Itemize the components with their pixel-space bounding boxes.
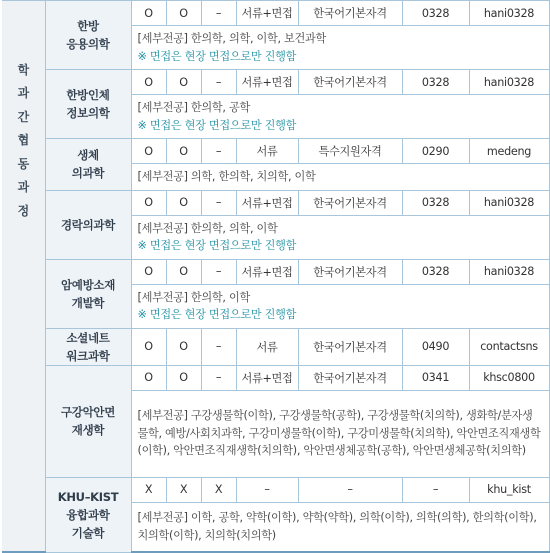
interview-note: ※ 면접은 현장 면접으로만 진행함 [137,49,297,63]
program-name-line: 한방인체 [66,88,110,102]
detail-text: [세부전공] 한의학, 공학 [137,101,250,114]
program-detail [131,215,549,259]
cell-c7: contactsns [469,328,549,365]
program-name-line: 소셜네트 [66,330,110,345]
cell-c3: – [201,259,236,284]
cell-c1: X [131,477,166,502]
program-name [45,365,131,477]
cell-c7: hani0328 [469,70,549,95]
interview-note: ※ 면접은 현장 면접으로만 진행함 [137,239,297,252]
program-name-line: 기술학 [71,525,105,540]
program-row [2,1,549,26]
cell-c4: 서류+면접 [236,259,298,284]
program-table [2,0,550,553]
program-name [45,1,131,70]
program-row [2,328,549,365]
cell-c2: X [166,477,201,502]
detail-text: [세부전공] 의학, 한의학, 치의학, 이학 [137,170,316,183]
cell-c5: 한국어기본자격 [298,259,402,284]
cell-c4: 서류 [236,139,298,164]
program-name [45,70,131,139]
cell-c2: O [166,139,201,164]
cell-c5: – [298,477,402,502]
cell-c7: khsc0800 [469,365,549,390]
cell-c5: 한국어기본자격 [298,365,402,390]
program-detail [131,390,549,477]
program-row [2,190,549,215]
cell-c5: 특수지원자격 [298,139,402,164]
cell-c2: O [166,328,201,365]
program-name-line: 정보의학 [66,106,110,120]
program-detail [131,26,549,70]
program-row [2,70,549,95]
cell-c6: 0341 [402,365,469,390]
program-name [45,190,131,259]
program-name-line: 생체 [77,148,99,163]
cell-c6: 0328 [402,190,469,215]
cell-c5: 한국어기본자격 [298,70,402,95]
cell-c7: hani0328 [469,259,549,284]
cell-c7: medeng [469,139,549,164]
detail-text: [세부전공] 한의학, 의학, 이학, 보건과학 [137,32,327,45]
cell-c2: O [166,190,201,215]
program-row [2,477,549,502]
program-detail [131,95,549,139]
cell-c3: – [201,1,236,26]
cell-c3: – [201,190,236,215]
program-name-line: 응용의학 [66,37,110,51]
cell-c1: O [131,1,166,26]
cell-c6: – [402,477,469,502]
program-name-line: 워크과학 [66,348,110,363]
cell-c4: 서류+면접 [236,1,298,26]
detail-text: [세부전공] 한의학, 이학 [137,290,250,304]
cell-c3: X [201,477,236,502]
program-name-line: 경락의과학 [60,217,116,232]
program-name [45,259,131,328]
group-label [2,1,45,553]
group-char: 협 [17,133,29,148]
cell-c1: O [131,365,166,390]
program-name-line: KHU–KIST [57,489,119,504]
program-name-line: 융합과학 [66,507,110,522]
cell-c1: O [131,70,166,95]
program-row [2,259,549,284]
program-name-line: 의과학 [71,166,105,181]
program-row [2,365,549,390]
cell-c5: 한국어기본자격 [298,190,402,215]
cell-c7: hani0328 [469,190,549,215]
cell-c1: O [131,190,166,215]
cell-c5: 한국어기본자격 [298,1,402,26]
cell-c4: 서류+면접 [236,365,298,390]
program-name-line: 재생학 [71,423,105,437]
cell-c6: 0290 [402,139,469,164]
cell-c3: – [201,365,236,390]
cell-c4: 서류 [236,328,298,365]
group-char: 정 [17,203,29,218]
group-char: 과 [17,180,29,195]
cell-c2: O [166,1,201,26]
cell-c7: khu_kist [469,477,549,502]
cell-c3: – [201,328,236,365]
detail-text: [세부전공] 이학, 공학, 약학(이학), 약학(약학), 의학(이학), 의학(의학), 한의학(이학), 치의학(이학), 치의학(치의학) [137,511,537,542]
cell-c6: 0328 [402,70,469,95]
cell-c1: O [131,139,166,164]
program-name-line: 암예방소재 [60,277,116,292]
detail-text: [세부전공] 구강생물학(이학), 구강생물학(공학), 구강생물학(치의학), 생화학/분자생물학, 예방/사회치과학, 구강미생물학(이학), 구강미생물학(치의학), 악안면조직재생학(이학), 악안면조직재생학(치의학), 악안면생체공학(공학), 악안면생체공학(치의학) [137,409,541,458]
program-detail [131,502,549,552]
program-name [45,139,131,191]
cell-c4: 서류+면접 [236,190,298,215]
program-detail [131,164,549,191]
group-char: 학 [17,62,29,77]
group-char: 과 [17,86,29,101]
detail-text: [세부전공] 한의학, 의학, 이학 [137,221,278,235]
program-name-line: 구강악안면 [60,405,116,419]
cell-c6: 0328 [402,259,469,284]
interview-note: ※ 면접은 현장 면접으로만 진행함 [137,308,297,321]
cell-c5: 한국어기본자격 [298,328,402,365]
cell-c1: O [131,328,166,365]
cell-c3: – [201,70,236,95]
cell-c1: O [131,259,166,284]
interview-note: ※ 면접은 현장 면접으로만 진행함 [137,118,297,132]
cell-c2: O [166,70,201,95]
cell-c4: 서류+면접 [236,70,298,95]
group-char: 동 [17,156,29,171]
group-char: 간 [17,109,29,124]
cell-c7: hani0328 [469,1,549,26]
cell-c4: – [236,477,298,502]
program-detail [131,284,549,328]
program-name-line: 한방 [77,19,99,33]
cell-c2: O [166,259,201,284]
cell-c6: 0490 [402,328,469,365]
program-name-line: 개발학 [71,295,105,310]
program-name [45,328,131,365]
program-name [45,477,131,552]
cell-c2: O [166,365,201,390]
program-row [2,139,549,164]
cell-c6: 0328 [402,1,469,26]
cell-c3: – [201,139,236,164]
